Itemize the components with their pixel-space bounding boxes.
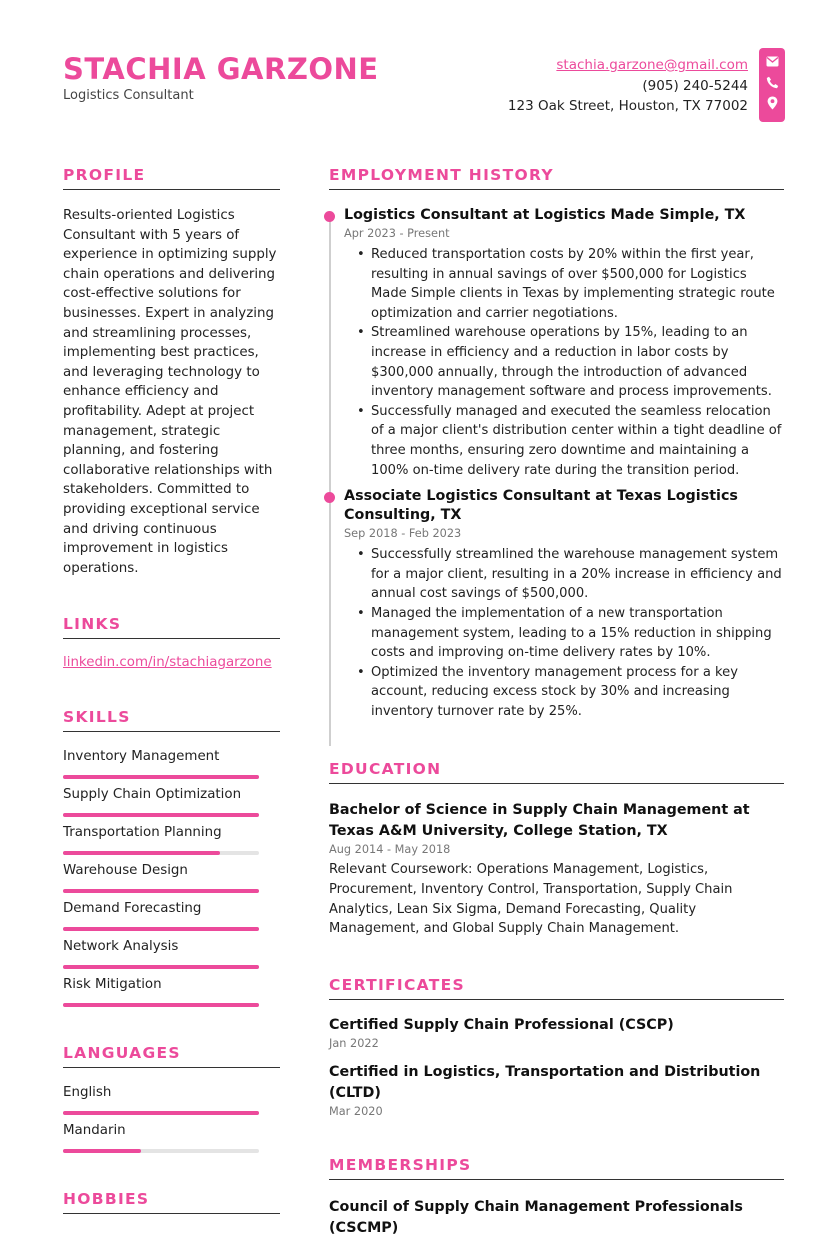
hobbies-section	[63, 1190, 280, 1214]
skill-item	[63, 900, 280, 938]
language-item	[63, 1122, 280, 1160]
skill-item	[63, 976, 280, 1014]
job-title: Logistics Consultant at Logistics Made Simple, TX	[344, 207, 746, 223]
email-link[interactable]: stachia.garzone@gmail.com	[556, 57, 748, 73]
timeline-dot	[324, 492, 335, 503]
contact-icon-bar	[759, 48, 785, 122]
languages-heading: LANGUAGES	[63, 1044, 280, 1068]
skill-name: Inventory Management	[63, 749, 220, 765]
employment-timeline	[329, 206, 784, 721]
degree-title: Bachelor of Science in Supply Chain Management at Texas A&M University, College Station, TX	[329, 802, 750, 840]
language-name: English	[63, 1085, 112, 1101]
links-section	[63, 615, 280, 670]
certificate-name: Certified in Logistics, Transportation and Distribution (CLTD)	[329, 1063, 761, 1101]
skill-level-bar	[63, 851, 259, 855]
job-bullet: • Reduced transportation costs by 20% within the first year, resulting in annual savings of over $500,000 for Logistics Made Simple clients in Texas by implementing strategic route optimization and carrier negotiations.	[356, 245, 784, 323]
skill-name: Network Analysis	[63, 939, 179, 955]
timeline-dot	[324, 211, 335, 222]
job-bullets	[344, 245, 784, 480]
linkedin-link[interactable]: linkedin.com/in/stachiagarzone	[63, 655, 272, 671]
candidate-role: Logistics Consultant	[63, 88, 194, 103]
languages-list	[63, 1084, 280, 1160]
phone-icon	[759, 76, 785, 94]
envelope-icon	[759, 56, 785, 72]
job-bullet: • Managed the implementation of a new transportation management system, leading to a 15% reduction in shipping costs and improving on-time delivery rates by 10%.	[356, 604, 784, 663]
skill-level-bar	[63, 965, 259, 969]
membership-entry	[329, 1197, 784, 1239]
employment-section	[329, 166, 784, 721]
skill-name: Demand Forecasting	[63, 901, 202, 917]
profile-heading: PROFILE	[63, 166, 280, 190]
skill-name: Risk Mitigation	[63, 977, 162, 993]
links-heading: LINKS	[63, 615, 280, 639]
job-date: Apr 2023 - Present	[344, 227, 450, 240]
skill-name: Supply Chain Optimization	[63, 787, 242, 803]
skill-level-bar	[63, 927, 259, 931]
address-text: 123 Oak Street, Houston, TX 77002	[507, 98, 748, 114]
language-level-bar	[63, 1111, 259, 1115]
profile-text: Results-oriented Logistics Consultant with 5 years of experience in optimizing supply chain operations and delivering cost-effective solutions for businesses. Expert in analyzing and streamlining processes, implementing best practices, and leveraging technology to enhance efficiency and profitability. Adept at project management, strategic planning, and fostering collaborative relationships with stakeholders. Committed to providing exceptional service and driving continuous improvement in logistics operations.	[63, 208, 277, 576]
certificate-entry	[329, 1015, 784, 1051]
skill-item	[63, 938, 280, 976]
profile-section	[63, 166, 280, 578]
job-bullet: • Streamlined warehouse operations by 15%, leading to an increase in efficiency and a reduction in labor costs by $300,000 annually, through the introduction of advanced inventory management software and process improvements.	[356, 323, 784, 401]
map-pin-icon	[759, 96, 785, 115]
certificate-name: Certified Supply Chain Professional (CSCP)	[329, 1016, 674, 1033]
education-date: Aug 2014 - May 2018	[329, 843, 451, 857]
membership-name: Council of Supply Chain Management Professionals (CSCMP)	[329, 1198, 743, 1236]
job-entry	[329, 487, 784, 721]
memberships-heading: MEMBERSHIPS	[329, 1156, 784, 1180]
certificate-date: Jan 2022	[329, 1036, 379, 1050]
skills-heading: SKILLS	[63, 708, 280, 732]
job-bullet: • Successfully streamlined the warehouse management system for a major client, resulting in a 20% increase in efficiency and annual cost savings of $500,000.	[356, 545, 784, 604]
phone-text: (905) 240-5244	[642, 77, 748, 94]
language-name: Mandarin	[63, 1123, 126, 1139]
certificate-date: Mar 2020	[329, 1104, 383, 1118]
job-entry	[329, 206, 784, 480]
job-date: Sep 2018 - Feb 2023	[344, 527, 462, 541]
left-column	[63, 166, 280, 1214]
language-level-bar	[63, 1149, 259, 1153]
skill-item	[63, 748, 280, 786]
skill-item	[63, 824, 280, 862]
education-description: Relevant Coursework: Operations Management, Logistics, Procurement, Inventory Control, Transportation, Supply Chain Analytics, Lean Six Sigma, Demand Forecasting, Quality Management, and Global Supply Chain Management.	[329, 862, 733, 937]
job-bullet: • Successfully managed and executed the seamless relocation of a major client's distribution center within a tight deadline of three months, ensuring zero downtime and maintaining a 100% on-time delivery rate during the transition period.	[356, 402, 784, 480]
job-bullet: • Optimized the inventory management process for a key account, reducing excess stock by 30% and increasing inventory turnover rate by 25%.	[356, 663, 784, 722]
skill-item	[63, 786, 280, 824]
languages-section	[63, 1044, 280, 1160]
right-column	[329, 166, 784, 1239]
certificate-entry	[329, 1062, 784, 1119]
language-item	[63, 1084, 280, 1122]
certificates-heading: CERTIFICATES	[329, 976, 784, 1000]
contact-block	[508, 55, 748, 117]
skills-list	[63, 748, 280, 1014]
skill-level-bar	[63, 1003, 259, 1007]
certificates-section	[329, 976, 784, 1119]
skill-item	[63, 862, 280, 900]
memberships-section	[329, 1156, 784, 1239]
education-entry	[329, 800, 784, 938]
job-title: Associate Logistics Consultant at Texas Logistics Consulting, TX	[344, 488, 738, 524]
skill-name: Warehouse Design	[63, 863, 188, 879]
education-heading: EDUCATION	[329, 760, 784, 784]
employment-heading: EMPLOYMENT HISTORY	[329, 166, 784, 190]
skill-name: Transportation Planning	[63, 825, 222, 841]
hobbies-heading: HOBBIES	[63, 1190, 280, 1214]
education-section	[329, 760, 784, 938]
skill-level-bar	[63, 775, 259, 779]
candidate-name: STACHIA GARZONE	[63, 52, 379, 86]
job-bullets	[344, 545, 784, 721]
skill-level-bar	[63, 889, 259, 893]
skill-level-bar	[63, 813, 259, 817]
skills-section	[63, 708, 280, 1014]
